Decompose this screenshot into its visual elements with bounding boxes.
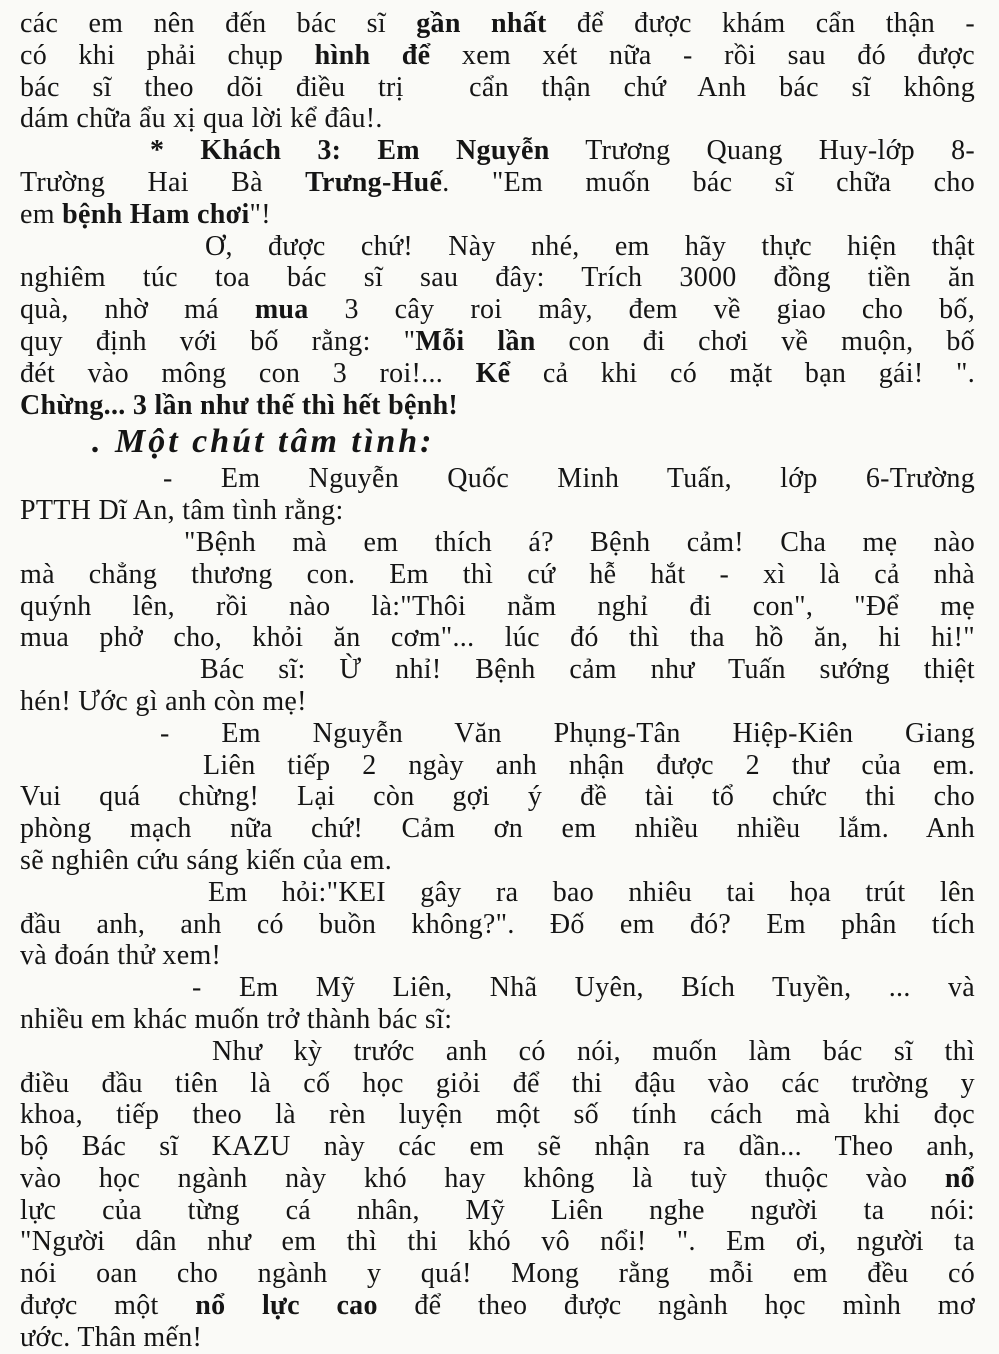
text-line (20, 1195, 975, 1227)
text-line (163, 463, 975, 495)
text-line (20, 591, 975, 623)
text-line (20, 262, 975, 294)
section-heading (92, 421, 975, 463)
text-segment: . "Em muốn bác sĩ chữa cho (442, 166, 975, 198)
text-segment: nói oan cho ngành y quá! Mong rằng mỗi em đều có (20, 1258, 975, 1290)
text-segment: dám chữa ẩu xị qua lời kể đâu!. (20, 103, 383, 135)
text-line (20, 326, 975, 358)
text-segment: hén! Ước gì anh còn mẹ! (20, 685, 307, 717)
text-segment: - Em Mỹ Liên, Nhã Uyên, Bích Tuyền, ... và (192, 972, 975, 1004)
text-line (20, 1068, 975, 1100)
text-segment: Trương Quang Huy-lớp 8- (549, 135, 975, 167)
text-line (20, 390, 975, 422)
text-line (20, 622, 975, 654)
text-segment: Bác sĩ: Ừ nhỉ! Bệnh cảm như Tuấn sướng thiệt (200, 654, 975, 686)
text-segment: sẽ nghiên cứu sáng kiến của em. (20, 844, 393, 876)
text-segment: điều đầu tiên là cố học giỏi để thi đậu vào các trường y (20, 1067, 975, 1099)
text-line (208, 877, 975, 909)
text-line (20, 845, 975, 877)
text-line (20, 358, 975, 390)
text-segment: gần nhất (416, 8, 547, 39)
text-segment: bệnh Ham chơi (62, 198, 250, 230)
text-segment: Ơ, được chứ! Này nhé, em hãy thực hiện thật (205, 230, 975, 262)
text-line (20, 8, 975, 40)
text-line (160, 718, 975, 750)
text-segment: quýnh lên, rồi nào là:"Thôi nằm nghỉ đi con", "Để mẹ (20, 590, 975, 622)
text-segment: nổ lực cao (195, 1290, 378, 1322)
text-column (20, 8, 975, 1354)
text-segment: và đoán thử xem! (20, 940, 222, 972)
text-segment: con đi chơi về muộn, bố (535, 325, 975, 357)
text-segment: . Một chút tâm tình: (92, 423, 435, 461)
text-line (20, 1290, 975, 1322)
text-segment: 3 cây roi mây, đem về giao cho bố, (308, 294, 975, 326)
text-segment: "Người dân như em thì thi khó vô nổi! ". Em ơi, người ta (20, 1226, 975, 1258)
text-line (20, 1099, 975, 1131)
text-segment: có khi phải chụp (20, 39, 315, 71)
text-segment: Vui quá chừng! Lại còn gợi ý đề tài tổ chức thi cho (20, 781, 975, 813)
text-segment: Trường Hai Bà (20, 166, 306, 198)
text-segment: PTTH Dĩ An, tâm tình rằng: (20, 495, 344, 527)
text-segment: mua phở cho, khỏi ăn cơm"... lúc đó thì tha hồ ăn, hi hi!" (20, 622, 975, 654)
text-segment: để theo được ngành học mình mơ (377, 1290, 975, 1322)
text-line (20, 1226, 975, 1258)
text-segment: em (20, 198, 63, 230)
text-segment: - Em Nguyễn Quốc Minh Tuấn, lớp 6-Trường (163, 463, 975, 495)
text-segment: phòng mạch nữa chứ! Cảm ơn em nhiều nhiều lắm. Anh (20, 813, 975, 845)
text-line (20, 72, 975, 104)
text-line (205, 231, 975, 263)
text-line (20, 1258, 975, 1290)
text-segment: ước. Thân mến! (20, 1321, 203, 1353)
text-line (20, 40, 975, 72)
text-line (20, 1004, 975, 1036)
text-segment: quy định với bố rằng: " (20, 325, 416, 357)
text-line (20, 940, 975, 972)
text-segment: * (150, 135, 201, 167)
text-segment: bộ Bác sĩ KAZU này các em sẽ nhận ra dần... Theo anh, (20, 1131, 975, 1163)
text-segment: được một (20, 1290, 196, 1322)
text-line (150, 135, 975, 167)
text-line (192, 972, 975, 1004)
text-segment: nghiêm túc toa bác sĩ sau đây: Trích 3000 đồng tiền ăn (20, 262, 975, 294)
text-segment: Trưng-Huế (305, 166, 443, 198)
text-line (20, 1131, 975, 1163)
text-segment: lực của từng cá nhân, Mỹ Liên nghe người ta nói: (20, 1194, 975, 1226)
text-segment: xem xét nữa - rồi sau đó được (430, 39, 975, 71)
text-segment: quà, nhờ má (20, 294, 255, 326)
text-segment: để được khám cẩn thận - (546, 8, 975, 39)
text-segment: Chừng... 3 lần như thế thì hết bệnh! (20, 389, 459, 421)
text-segment: đầu anh, anh có buồn không?". Đố em đó? Em phân tích (20, 908, 975, 940)
text-segment: Mỗi lần (415, 325, 536, 357)
text-segment: Như kỳ trước anh có nói, muốn làm bác sĩ thì (212, 1035, 975, 1067)
text-segment: vào học ngành này khó hay không là tuỳ thuộc vào (20, 1162, 945, 1194)
text-line (20, 559, 975, 591)
text-line (20, 1163, 975, 1195)
text-segment: cả khi có mặt bạn gái! ". (510, 357, 975, 389)
text-line (20, 813, 975, 845)
text-line (184, 527, 975, 559)
text-segment: nổ (944, 1162, 975, 1194)
text-segment: khoa, tiếp theo là rèn luyện một số tính cách mà khi đọc (20, 1099, 975, 1131)
text-segment: đét vào mông con 3 roi!... (20, 357, 476, 389)
text-line (20, 781, 975, 813)
text-segment: Liên tiếp 2 ngày anh nhận được 2 thư của em. (203, 749, 975, 781)
text-segment: bác sĩ theo dõi điều trị cẩn thận chứ Anh bác sĩ không (20, 71, 975, 103)
text-line (20, 103, 975, 135)
text-line (20, 199, 975, 231)
text-line (20, 495, 975, 527)
text-segment: hình để (314, 39, 431, 71)
text-segment: mà chẳng thương con. Em thì cứ hễ hắt - xì là cả nhà (20, 558, 975, 590)
text-segment: "! (249, 198, 271, 230)
text-segment: Khách 3: Em Nguyễn (200, 135, 550, 167)
text-line (20, 686, 975, 718)
text-line (20, 294, 975, 326)
text-segment: nhiều em khác muốn trở thành bác sĩ: (20, 1003, 453, 1035)
text-line (20, 909, 975, 941)
text-line (20, 167, 975, 199)
text-segment: Kể (475, 357, 511, 389)
text-segment: mua (254, 294, 309, 326)
text-segment: - Em Nguyễn Văn Phụng-Tân Hiệp-Kiên Giang (160, 717, 975, 749)
text-segment: "Bệnh mà em thích á? Bệnh cảm! Cha mẹ nào (184, 526, 975, 558)
text-line (212, 1036, 975, 1068)
text-line (203, 750, 975, 782)
text-segment: Em hỏi:"KEI gây ra bao nhiêu tai họa trút lên (208, 876, 975, 908)
text-line (200, 654, 975, 686)
text-segment: các em nên đến bác sĩ (20, 8, 417, 39)
